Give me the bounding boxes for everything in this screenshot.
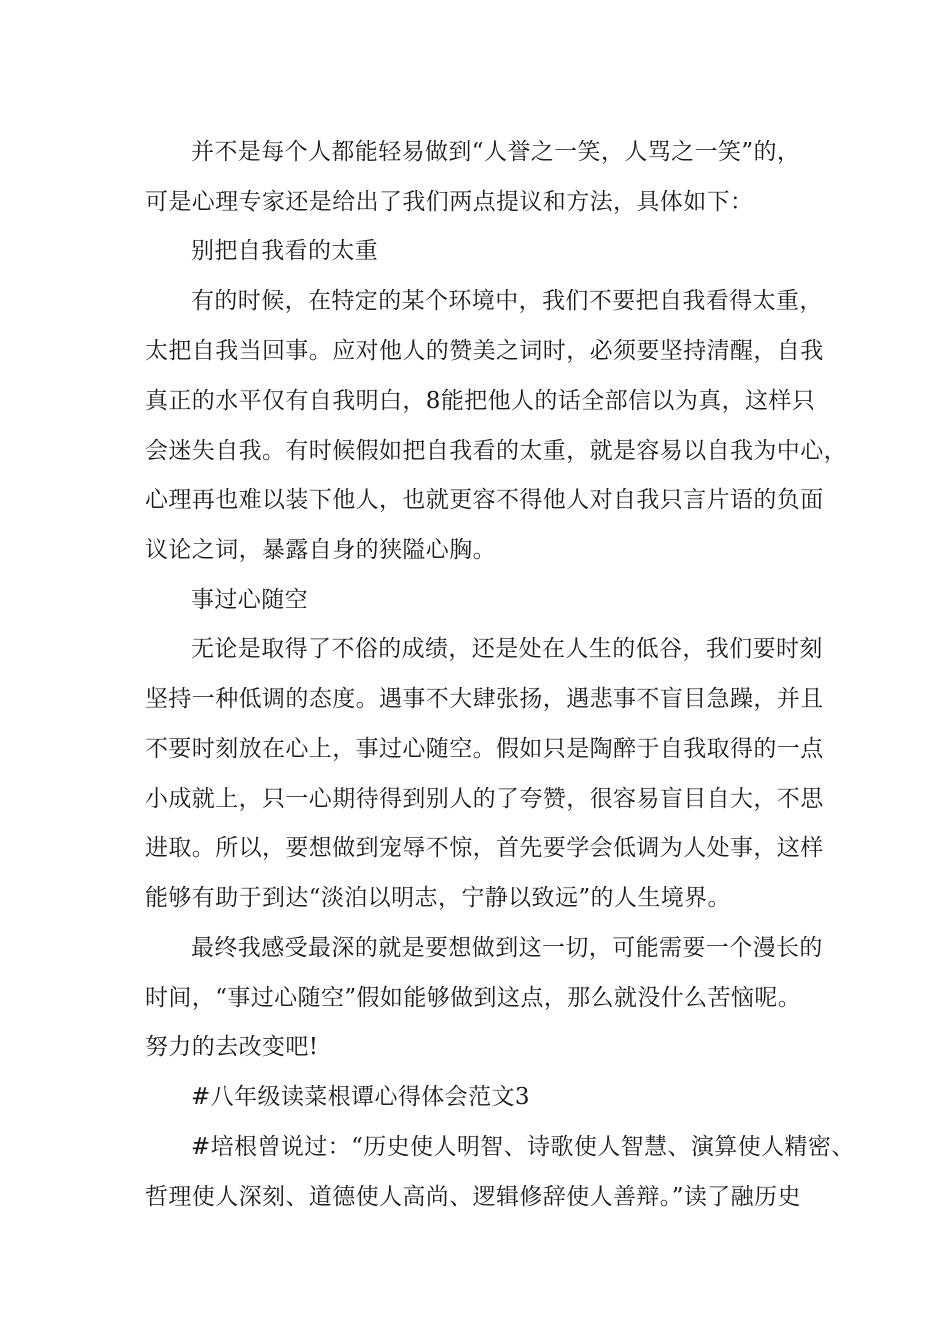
section-heading: 别把自我看的太重 [191,238,379,264]
paragraph-line: 哲理使人深刻、道德使人高尚、逻辑修辞使人善辩。”读了融历史 [145,1184,801,1210]
paragraph-line: 可是心理专家还是给出了我们两点提议和方法，具体如下： [145,189,754,215]
paragraph-line: 最终我感受最深的就是要想做到这一切，可能需要一个漫长的 [191,935,823,961]
paragraph-line: 真正的水平仅有自我明白，8能把他人的话全部信以为真，这样只 [145,388,816,414]
paragraph-line: 小成就上，只一心期待得到别人的了夸赞，很容易盲目自大，不思 [145,786,824,812]
paragraph-line: #培根曾说过：“历史使人明智、诗歌使人智慧、演算使人精密、 [191,1134,855,1160]
section-heading: 事过心随空 [191,587,308,613]
paragraph-line: 进取。所以，要想做到宠辱不惊，首先要学会低调为人处事，这样 [145,835,824,861]
paragraph-line: 有的时候，在特定的某个环境中，我们不要把自我看得太重， [191,288,823,314]
paragraph-line: 会迷失自我。有时候假如把自我看的太重，就是容易以自我为中心， [145,438,847,464]
paragraph-line: 太把自我当回事。应对他人的赞美之词时，必须要坚持清醒，自我 [145,338,824,364]
paragraph-line: 努力的去改变吧! [145,1034,319,1060]
paragraph-line: 时间，“事过心随空”假如能够做到这点，那么就没什么苦恼呢。 [145,985,802,1011]
paragraph-line: 无论是取得了不俗的成绩，还是处在人生的低谷，我们要时刻 [191,636,823,662]
paragraph-line: 不要时刻放在心上，事过心随空。假如只是陶醉于自我取得的一点 [145,736,824,762]
paragraph-line: 能够有助于到达“淡泊以明志，宁静以致远”的人生境界。 [145,885,731,911]
section-heading: #八年级读菜根谭心得体会范文3 [191,1084,530,1110]
paragraph-line: 议论之词，暴露自身的狭隘心胸。 [145,537,496,563]
paragraph-line: 坚持一种低调的态度。遇事不大肆张扬，遇悲事不盲目急躁，并且 [145,686,824,712]
paragraph-line: 心理再也难以装下他人，也就更容不得他人对自我只言片语的负面 [145,487,824,513]
paragraph-line: 并不是每个人都能轻易做到“人誉之一笑，人骂之一笑”的， [191,139,801,165]
